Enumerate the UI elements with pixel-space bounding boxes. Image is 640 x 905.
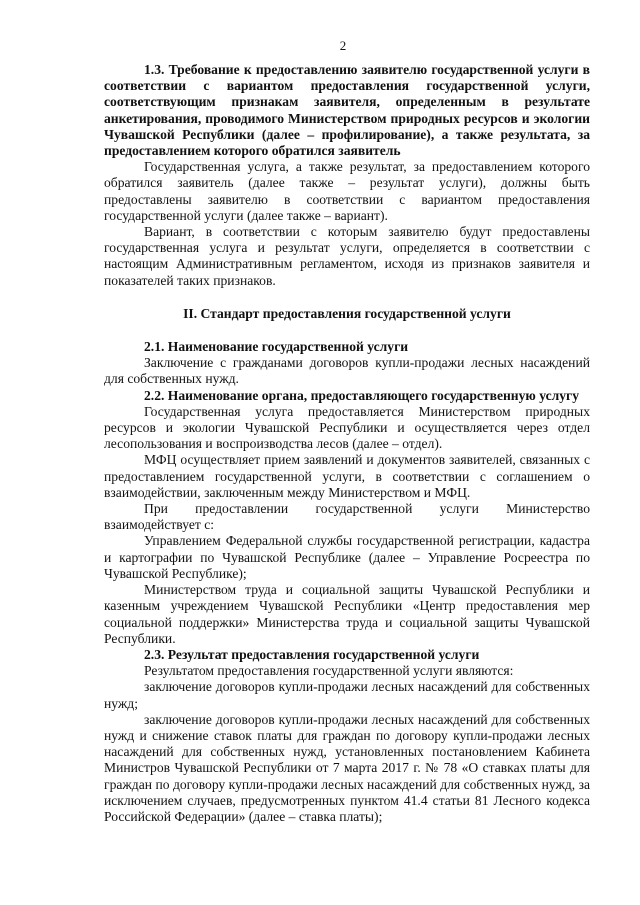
section-2-1-paragraph: Заключение с гражданами договоров купли-продажи лесных насаждений для собственных нужд. [104, 355, 590, 387]
section-1-3-heading: 1.3. Требование к предоставлению заявителю государственной услуги в соответствии с вариантом предоставления государственной услуги, соответствующим признакам заявителя, определенным в результате анкетирования, проводимого Министерством природных ресурсов и экологии Чувашской Республики (далее – профилирование), а также результата, за предоставлением которого обратился заявитель [104, 62, 590, 159]
section-2-2-paragraph: Государственная услуга предоставляется Министерством природных ресурсов и экологии Чувашской Республики и осуществляется через отдел лесопользования и воспроизводства лесов (далее – отдел). [104, 403, 590, 452]
section-2-2-paragraph: При предоставлении государственной услуги Министерство взаимодействует с: [104, 501, 590, 533]
section-2-3-paragraph: заключение договоров купли-продажи лесных насаждений для собственных нужд и снижение ставок платы для граждан по договору купли-продажи лесных насаждений для собственных нужд, установленных постановлением Кабинета Министров Чувашской Республики от 7 марта 2017 г. № 78 «О ставках платы для граждан по договору купли-продажи лесных насаждений для собственных нужд, за исключением случаев, предусмотренных пунктом 41.4 статьи 81 Лесного кодекса Российской Федерации» (далее – ставка платы); [104, 711, 590, 824]
section-1-3-paragraph: Вариант, в соответствии с которым заявителю будут предоставлены государственная услуга и результат услуги, определяется в соответствии с настоящим Административным регламентом, исходя из признаков заявителя и показателей таких признаков. [104, 224, 590, 288]
section-1-3-paragraph: Государственная услуга, а также результат, за предоставлением которого обратился заявитель (далее также – результат услуги), должны быть предоставлены заявителю в соответствии с вариантом предоставления государственной услуги (далее также – вариант). [104, 159, 590, 223]
chapter-2-title: II. Стандарт предоставления государственной услуги [183, 305, 511, 321]
section-2-2-heading: 2.2. Наименование органа, предоставляющего государственную услугу [144, 387, 580, 403]
section-2-2-paragraph: Управлением Федеральной службы государственной регистрации, кадастра и картографии по Чувашской Республике (далее – Управление Росреестра по Чувашской Республике); [104, 533, 590, 581]
section-2-2-paragraph: МФЦ осуществляет прием заявлений и документов заявителей, связанных с предоставлением государственной услуги, в соответствии с соглашением о взаимодействии, заключенным между Министерством и МФЦ. [104, 452, 590, 500]
section-2-1-heading: 2.1. Наименование государственной услуги [144, 339, 409, 355]
page-number: 2 [339, 38, 347, 53]
section-2-2-paragraph: Министерством труда и социальной защиты Чувашской Республики и казенным учреждением Чувашской Республики «Центр предоставления мер социальной поддержки» Министерства труда и социальной защиты Чувашской Республики. [104, 582, 590, 646]
section-2-3-paragraph: Результатом предоставления государственной услуги являются: [144, 663, 514, 679]
section-2-3-heading: 2.3. Результат предоставления государственной услуги [144, 646, 480, 662]
section-2-3-paragraph: заключение договоров купли-продажи лесных насаждений для собственных нужд; [104, 679, 590, 711]
